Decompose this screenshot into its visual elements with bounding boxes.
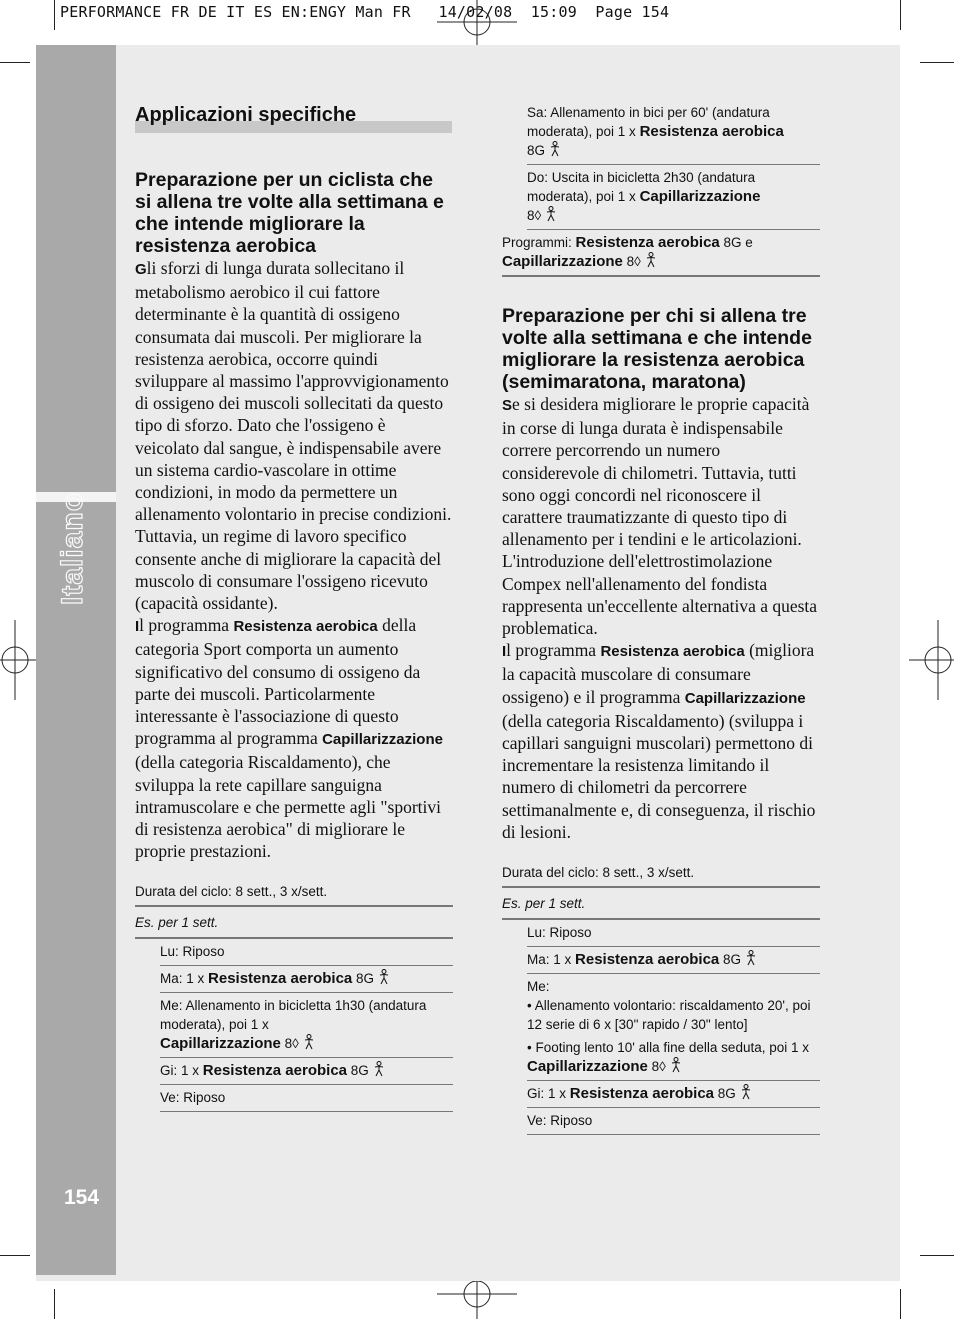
row-text: 8◊ [622, 254, 641, 269]
crop-mark [920, 62, 954, 63]
program-name: Capillarizzazione [502, 253, 623, 270]
person-icon [740, 1084, 752, 1100]
paragraph-aerobic-intro [135, 257, 453, 614]
schedule-row-monday: Lu: Riposo [160, 939, 453, 966]
program-name: Capillarizzazione [322, 731, 443, 749]
row-text: 8G [352, 971, 375, 987]
row-text: 8G [347, 1063, 369, 1079]
paragraph-text: e si desidera migliorare le proprie capacità in corse di lunga durata è indispensabile correre percorrendo un numero considerevole di chilometri. Tuttavia, tutti sono oggi concordi nel riconoscere il carattere traumatizzante di questo tipo di allenamento per i tendini e le articolazioni. L'introduzione dell'elettrostimolazione Compex nell'allenamento del fondista rappresenta un'eccellente alternativa a questa problematica. [502, 394, 818, 639]
row-text: 8◊ [280, 1036, 299, 1052]
paragraph-text: (migliora la capacità muscolare di consumare ossigeno) e il programma [502, 640, 815, 707]
row-text: 8G [719, 952, 742, 968]
paragraph-program [135, 614, 453, 862]
paragraph-text: l programma [506, 640, 601, 661]
paragraph-text: l programma [139, 615, 234, 636]
crop-mark [0, 62, 30, 63]
person-icon [670, 1057, 682, 1073]
programs-summary [502, 230, 820, 277]
left-column [135, 104, 453, 1112]
right-column [502, 100, 820, 1135]
language-sidebar [36, 45, 116, 1275]
row-text: Ma: 1 x [527, 952, 576, 968]
heading-runner: Preparazione per chi si allena tre volte alla settimana e che intende migliorare la resistenza aerobica (semimaratona, maratona) [502, 305, 812, 393]
paragraph-text: (della categoria Riscaldamento), che sviluppa la rete capillare sanguigna intramuscolare e che permette agli "sportivi di resistenza aerobica" di migliorare le proprie prestazioni. [135, 752, 441, 862]
row-text: 8G [527, 143, 546, 158]
bullet-item [527, 1038, 820, 1076]
schedule-row-tuesday [160, 966, 453, 993]
schedule-row-sunday [527, 165, 820, 230]
row-text: Do: Uscita in bicicletta 2h30 (andatura moderata), poi 1 x [527, 170, 756, 204]
program-name: Resistenza aerobica [639, 123, 784, 140]
crop-mark [54, 0, 55, 30]
heading-cyclist: Preparazione per un ciclista che si allena tre volte alla settimana e che intende migliorare la resistenza aerobica [135, 169, 444, 257]
row-text: • Footing lento 10' alla fine della seduta, poi 1 x [527, 1040, 809, 1056]
weekly-schedule [527, 920, 820, 1135]
schedule-row-tuesday [527, 947, 820, 974]
program-name: Resistenza aerobica [202, 1062, 348, 1080]
row-text: Ma: 1 x [160, 971, 209, 987]
schedule-row-wednesday [527, 974, 820, 1081]
row-text: 8◊ [647, 1059, 666, 1075]
example-label: Es. per 1 sett. [135, 907, 453, 939]
person-icon [549, 141, 561, 157]
weekly-schedule [160, 939, 453, 1112]
language-label: Italiano [56, 491, 89, 605]
schedule-row-thursday [160, 1058, 453, 1085]
registration-mark-right [909, 620, 954, 700]
person-icon [645, 252, 657, 268]
paragraph-runner-intro [502, 393, 820, 639]
row-text: Me: [527, 979, 550, 995]
schedule-row-friday: Ve: Riposo [160, 1085, 453, 1112]
program-name: Resistenza aerobica [233, 618, 378, 636]
row-text: 8G [714, 1086, 736, 1102]
program-name: Resistenza aerobica [208, 970, 353, 988]
paragraph-text: li sforzi di lunga durata sollecitano il metabolismo aerobico il cui fattore determinante è la quantità di ossigeno consumata dai muscoli. Per migliorare la resistenza aerobica, occorre quindi sviluppare al massimo l'approvvigionamento di ossigeno dei muscoli sollecitati da questo tipo di sforzo. Dato che l'ossigeno è veicolato dal sangue, è indispensabile avere un sistema cardio-vascolare in ottime condizioni, in modo da permettere un allenamento volontario in precise condizioni. Tuttavia, un regime di lavoro specifico consente anche di migliorare la capacità del muscolo di consumare l'ossigeno ricevuto (capacità ossidante). [135, 258, 452, 614]
schedule-row-friday: Ve: Riposo [527, 1108, 820, 1135]
paragraph-text: (della categoria Riscaldamento) (sviluppa i capillari sanguigni muscolari) permettono di incrementare la resistenza limitando il numero di chilometri da percorrere settimanalmente e, di conseguenza, il rischio di lesioni. [502, 710, 816, 842]
row-text: Me: Allenamento in bicicletta 1h30 (andatura moderata), poi 1 x [160, 998, 427, 1033]
section-title-text: Applicazioni specifiche [135, 104, 357, 126]
page-number: 154 [64, 1186, 100, 1209]
schedule-row-saturday [527, 100, 820, 165]
program-name: Capillarizzazione [527, 1058, 648, 1076]
bullet-item: • Allenamento volontario: riscaldamento 20', poi 12 serie di 6 x [30" rapido / 30" lento] [527, 998, 811, 1033]
row-text: 8◊ [527, 208, 542, 223]
program-name: Capillarizzazione [160, 1035, 281, 1053]
row-text: 8G e [719, 235, 753, 250]
program-name: Resistenza aerobica [575, 234, 720, 251]
cycle-duration: Durata del ciclo: 8 sett., 3 x/sett. [135, 882, 453, 907]
paragraph-runner-program [502, 639, 820, 843]
program-name: Capillarizzazione [639, 188, 761, 205]
crop-mark [900, 0, 901, 30]
program-name: Capillarizzazione [684, 689, 806, 707]
weekend-schedule [527, 100, 820, 230]
cycle-duration: Durata del ciclo: 8 sett., 3 x/sett. [502, 863, 820, 888]
person-icon [303, 1034, 315, 1050]
crop-mark [54, 1289, 55, 1319]
person-icon [745, 950, 757, 966]
crop-mark [920, 1255, 954, 1256]
print-slug: PERFORMANCE FR DE IT ES EN:ENGY Man FR 14/02/08 15:09 Page 154 [60, 3, 670, 21]
paragraph-text: della categoria Sport comporta un aumento significativo del consumo di ossigeno da parte dei muscoli. Particolarmente interessante è l'associazione di questo programma al programma [135, 615, 421, 749]
program-name: Resistenza aerobica [569, 1085, 715, 1103]
row-text: Sa: Allenamento in bici per 60' (andatura moderata), poi 1 x [527, 105, 770, 139]
row-text: Gi: 1 x [160, 1063, 203, 1079]
example-label: Es. per 1 sett. [502, 888, 820, 920]
row-text: Gi: 1 x [527, 1086, 570, 1102]
person-icon [545, 206, 557, 222]
program-name: Resistenza aerobica [575, 951, 720, 969]
crop-mark [0, 1255, 30, 1256]
schedule-row-wednesday [160, 993, 453, 1058]
drop-cap: I [502, 643, 507, 661]
schedule-row-thursday [527, 1081, 820, 1108]
row-text: Programmi: [502, 235, 576, 250]
drop-cap: I [135, 618, 140, 636]
drop-cap: G [135, 261, 147, 278]
crop-mark [900, 1289, 901, 1319]
section-title [135, 104, 453, 129]
person-icon [378, 969, 390, 985]
person-icon [373, 1061, 385, 1077]
drop-cap: S [502, 397, 513, 414]
program-name: Resistenza aerobica [600, 643, 745, 661]
schedule-row-monday: Lu: Riposo [527, 920, 820, 947]
